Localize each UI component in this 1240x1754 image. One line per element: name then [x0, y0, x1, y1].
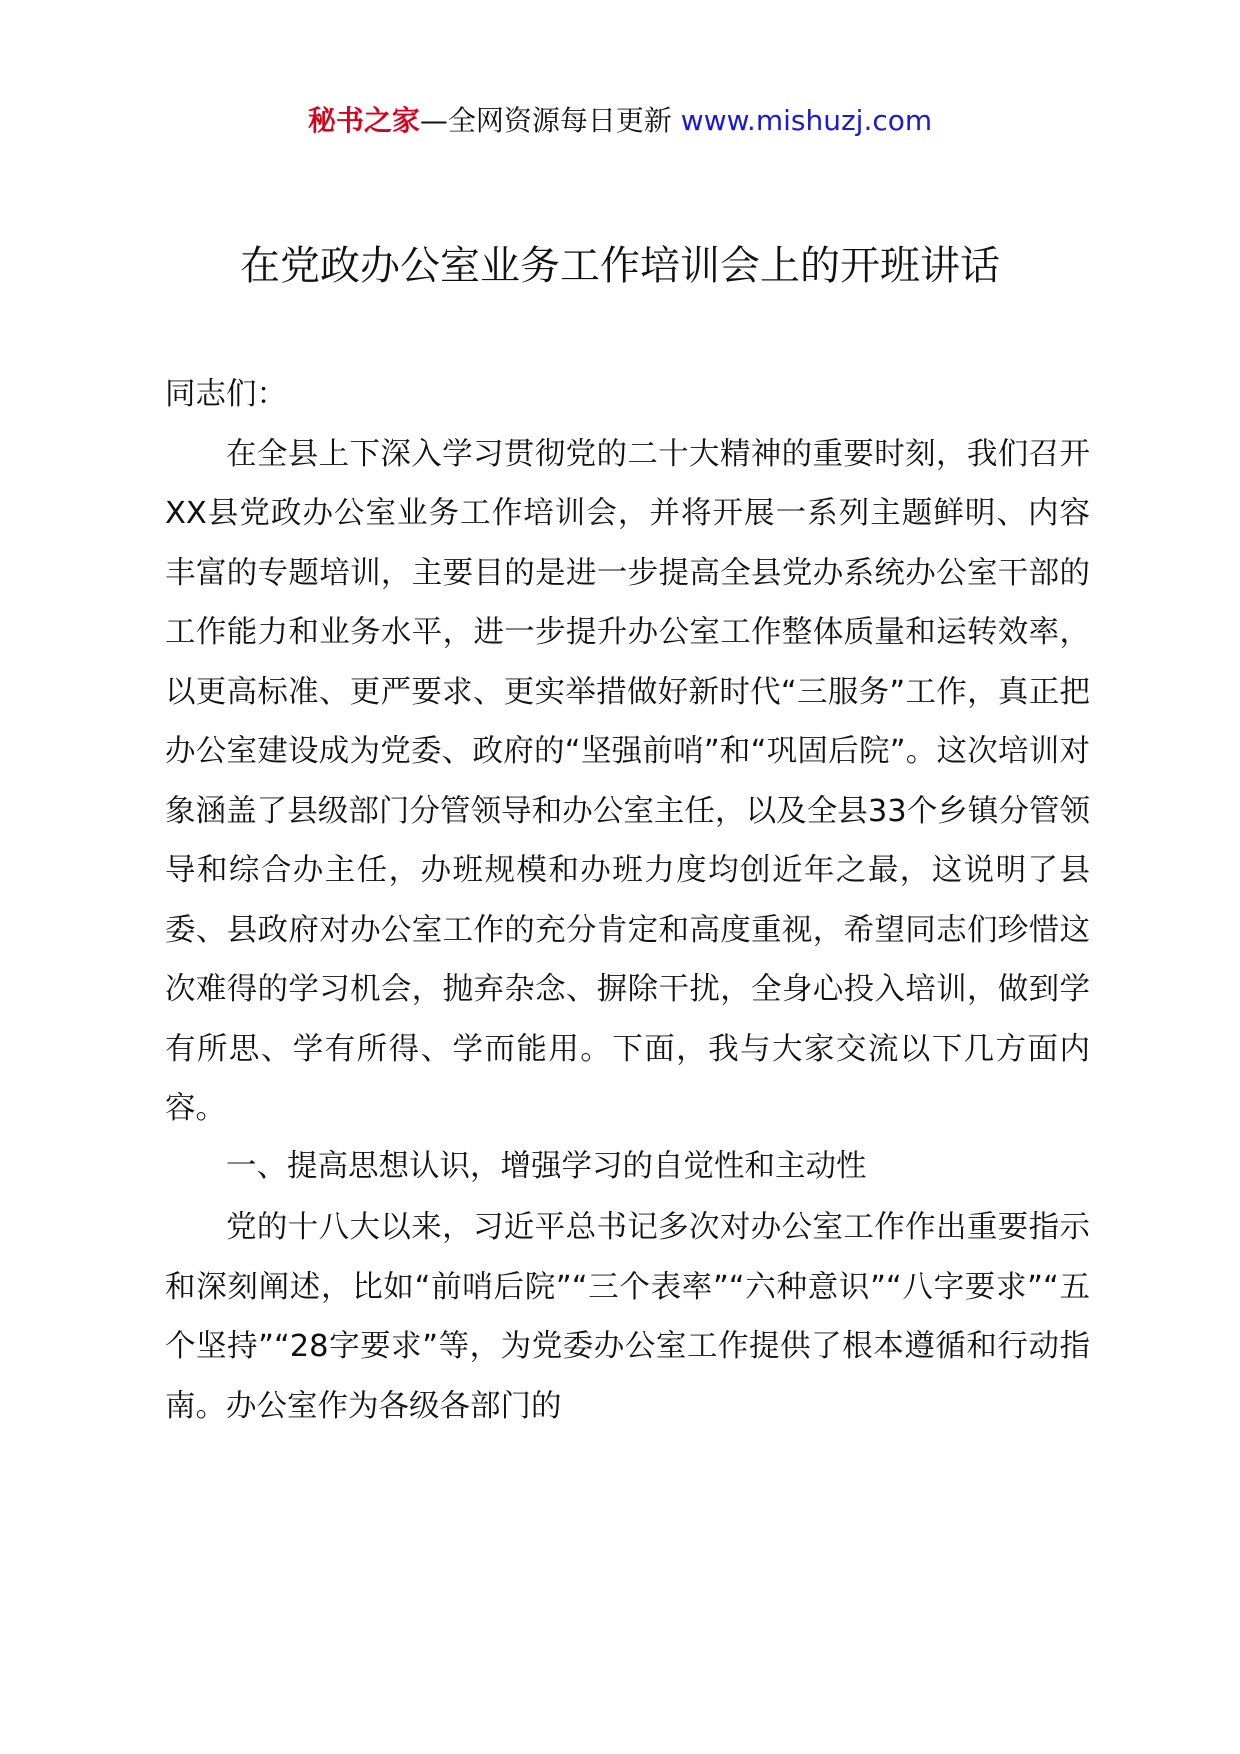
section-heading: 一、提高思想认识，增强学习的自觉性和主动性 — [226, 1148, 867, 1184]
site-url-link[interactable]: www.mishuzj.com — [680, 104, 933, 137]
document-title: 在党政办公室业务工作培训会上的开班讲话 — [240, 243, 1000, 289]
salutation: 同志们： — [165, 377, 287, 412]
site-header — [0, 101, 1240, 141]
body-paragraph: 党的十八大以来，习近平总书记多次对办公室工作作出重要指示和深刻阐述，比如“前哨后院”“三个表率”“六种意识”“八字要求”“五个坚持”“28字要求”等，为党委办公室工作提供了根本遵循和行动指南。办公室作为各级各部门的 — [165, 1210, 1090, 1424]
site-slogan: —全网资源每日更新 — [419, 104, 672, 137]
document-body — [165, 365, 1090, 1436]
site-brand: 秘书之家 — [307, 104, 420, 137]
body-paragraph: 在全县上下深入学习贯彻党的二十大精神的重要时刻，我们召开XX县党政办公室业务工作培训会，并将开展一系列主题鲜明、内容丰富的专题培训，主要目的是进一步提高全县党办系统办公室干部的工作能力和业务水平，进一步提升办公室工作整体质量和运转效率，以更高标准、更严要求、更实举措做好新时代“三服务”工作，真正把办公室建设成为党委、政府的“坚强前哨”和“巩固后院”。这次培训对象涵盖了县级部门分管领导和办公室主任，以及全县33个乡镇分管领导和综合办主任，办班规模和办班力度均创近年之最，这说明了县委、县政府对办公室工作的充分肯定和高度重视，希望同志们珍惜这次难得的学习机会，抛弃杂念、摒除干扰，全身心投入培训，做到学有所思、学有所得、学而能用。下面，我与大家交流以下几方面内容。 — [165, 436, 1090, 1126]
